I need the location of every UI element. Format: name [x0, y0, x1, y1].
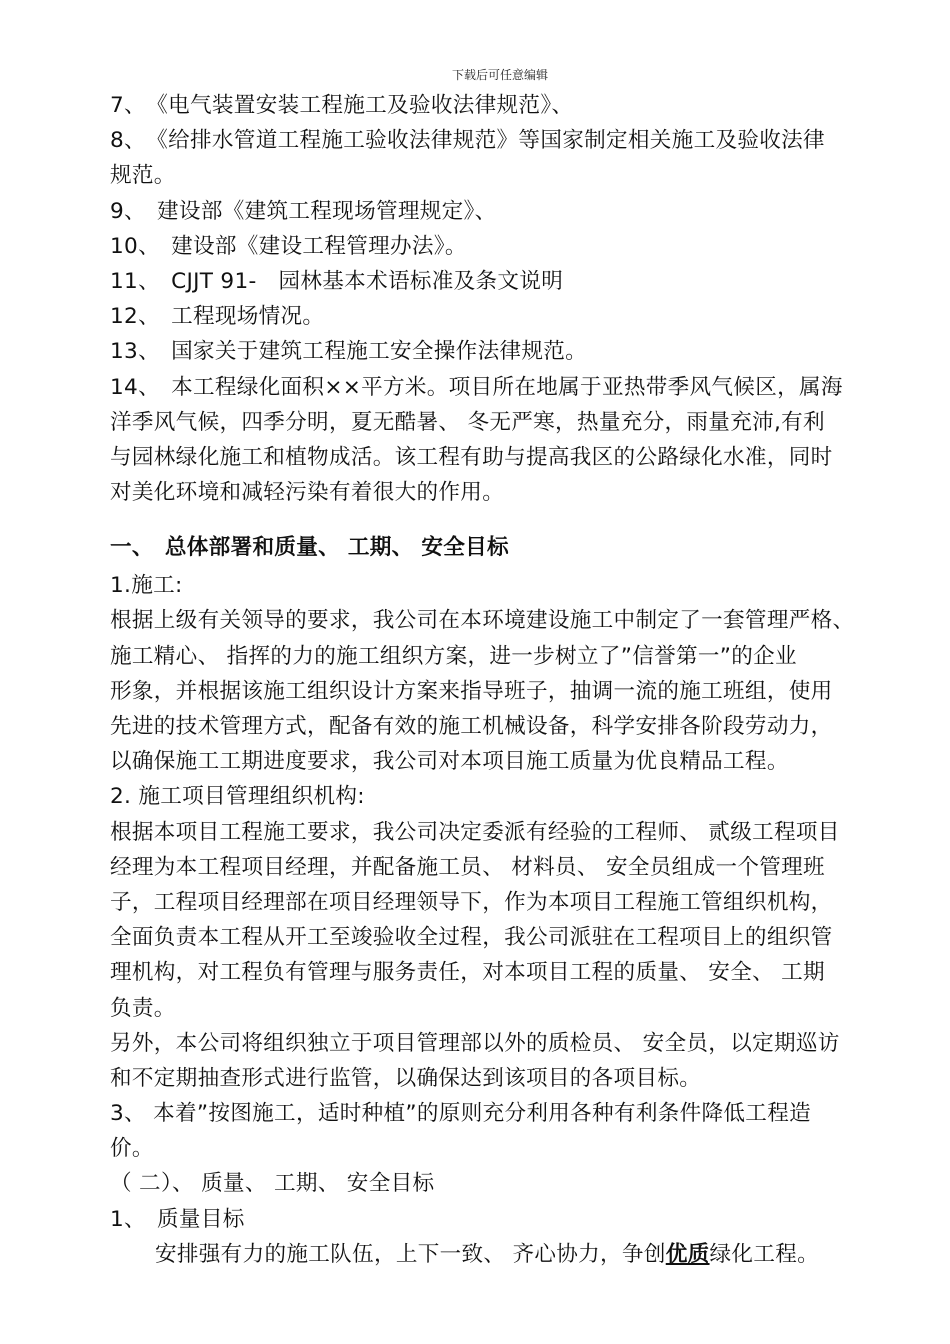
text-line: 洋季风气候，四季分明，夏无酷暑、 冬无严寒，热量充分，雨量充沛,有利: [110, 409, 825, 435]
spacer: [110, 510, 888, 528]
quality-goal-line: [110, 1237, 888, 1272]
text-line: 子，工程项目经理部在项目经理领导下，作为本项目工程施工管组织机构，: [110, 889, 833, 915]
text-line: 1、 质量目标: [110, 1206, 245, 1232]
text-line: 7、 《电气装置安装工程施工及验收法律规范》、: [110, 93, 574, 118]
text-line: 3、 本着”按图施工，适时种植”的原则充分利用各种有利条件降低工程造: [110, 1101, 811, 1127]
text-line: 10、 建设部《建设工程管理办法》。: [110, 233, 467, 259]
text-line: 另外，本公司将组织独立于项目管理部以外的质检员、 安全员，以定期巡访: [110, 1030, 840, 1056]
page-header: 下载后可任意编辑: [451, 68, 548, 82]
text-line: 1.施工:: [110, 573, 183, 599]
text-line: 根据本项目工程施工要求，我公司决定委派有经验的工程师、 贰级工程项目: [110, 819, 840, 845]
text-span: 绿化工程。: [709, 1241, 820, 1267]
text-line: 14、 本工程绿化面积××平方米。项目所在地属于亚热带季风气候区，属海: [110, 374, 843, 400]
text-line: 13、 国家关于建筑工程施工安全操作法律规范。: [110, 339, 588, 365]
text-line: 和不定期抽查形式进行监管，以确保达到该项目的各项目标。: [110, 1065, 702, 1091]
text-line: 形象，并根据该施工组织设计方案来指导班子，抽调一流的施工班组，使用: [110, 678, 833, 704]
text-line: 经理为本工程项目经理，并配备施工员、 材料员、 安全员组成一个管理班: [110, 854, 825, 880]
text-line: 负责。: [110, 995, 176, 1021]
text-span: 安排强有力的施工队伍，上下一致、 齐心协力，争创: [155, 1241, 666, 1267]
text-line: 根据上级有关领导的要求，我公司在本环境建设施工中制定了一套管理严格、: [110, 608, 855, 634]
text-line: 对美化环境和减轻污染有着很大的作用。: [110, 480, 505, 506]
highlighted-word: 优质: [665, 1241, 710, 1267]
document-body: [110, 88, 888, 1272]
text-line: 12、 工程现场情况。: [110, 304, 325, 330]
text-line: （ 二）、 质量、 工期、 安全目标: [110, 1171, 435, 1197]
text-line: 理机构，对工程负有管理与服务责任，对本项目工程的质量、 安全、 工期: [110, 960, 825, 986]
section-body: [110, 568, 888, 1272]
text-line: 8、 《给排水管道工程施工验收法律规范》等国家制定相关施工及验收法律: [110, 128, 825, 154]
text-line: 先进的技术管理方式，配备有效的施工机械设备，科学安排各阶段劳动力，: [110, 714, 833, 739]
text-line: 与园林绿化施工和植物成活。该工程有助与提高我区的公路绿化水准，同时: [110, 444, 833, 470]
text-line: 价。: [110, 1136, 154, 1162]
reference-list: [110, 88, 888, 510]
text-line: 9、 建设部《建筑工程现场管理规定》、: [110, 198, 497, 224]
section-heading: 一、 总体部署和质量、 工期、 安全目标: [110, 535, 509, 561]
text-line: 规范。: [110, 163, 176, 189]
text-line: 以确保施工工期进度要求，我公司对本项目施工质量为优良精品工程。: [110, 749, 789, 775]
text-line: 11、 CJJT 91- 园林基本术语标准及条文说明: [110, 268, 564, 294]
text-line: 全面负责本工程从开工至竣验收全过程，我公司派驻在工程项目上的组织管: [110, 925, 833, 951]
text-line: 2. 施工项目管理组织机构:: [110, 784, 365, 810]
text-line: 施工精心、 指挥的力的施工组织方案，进一步树立了”信誉第一”的企业: [110, 643, 797, 669]
